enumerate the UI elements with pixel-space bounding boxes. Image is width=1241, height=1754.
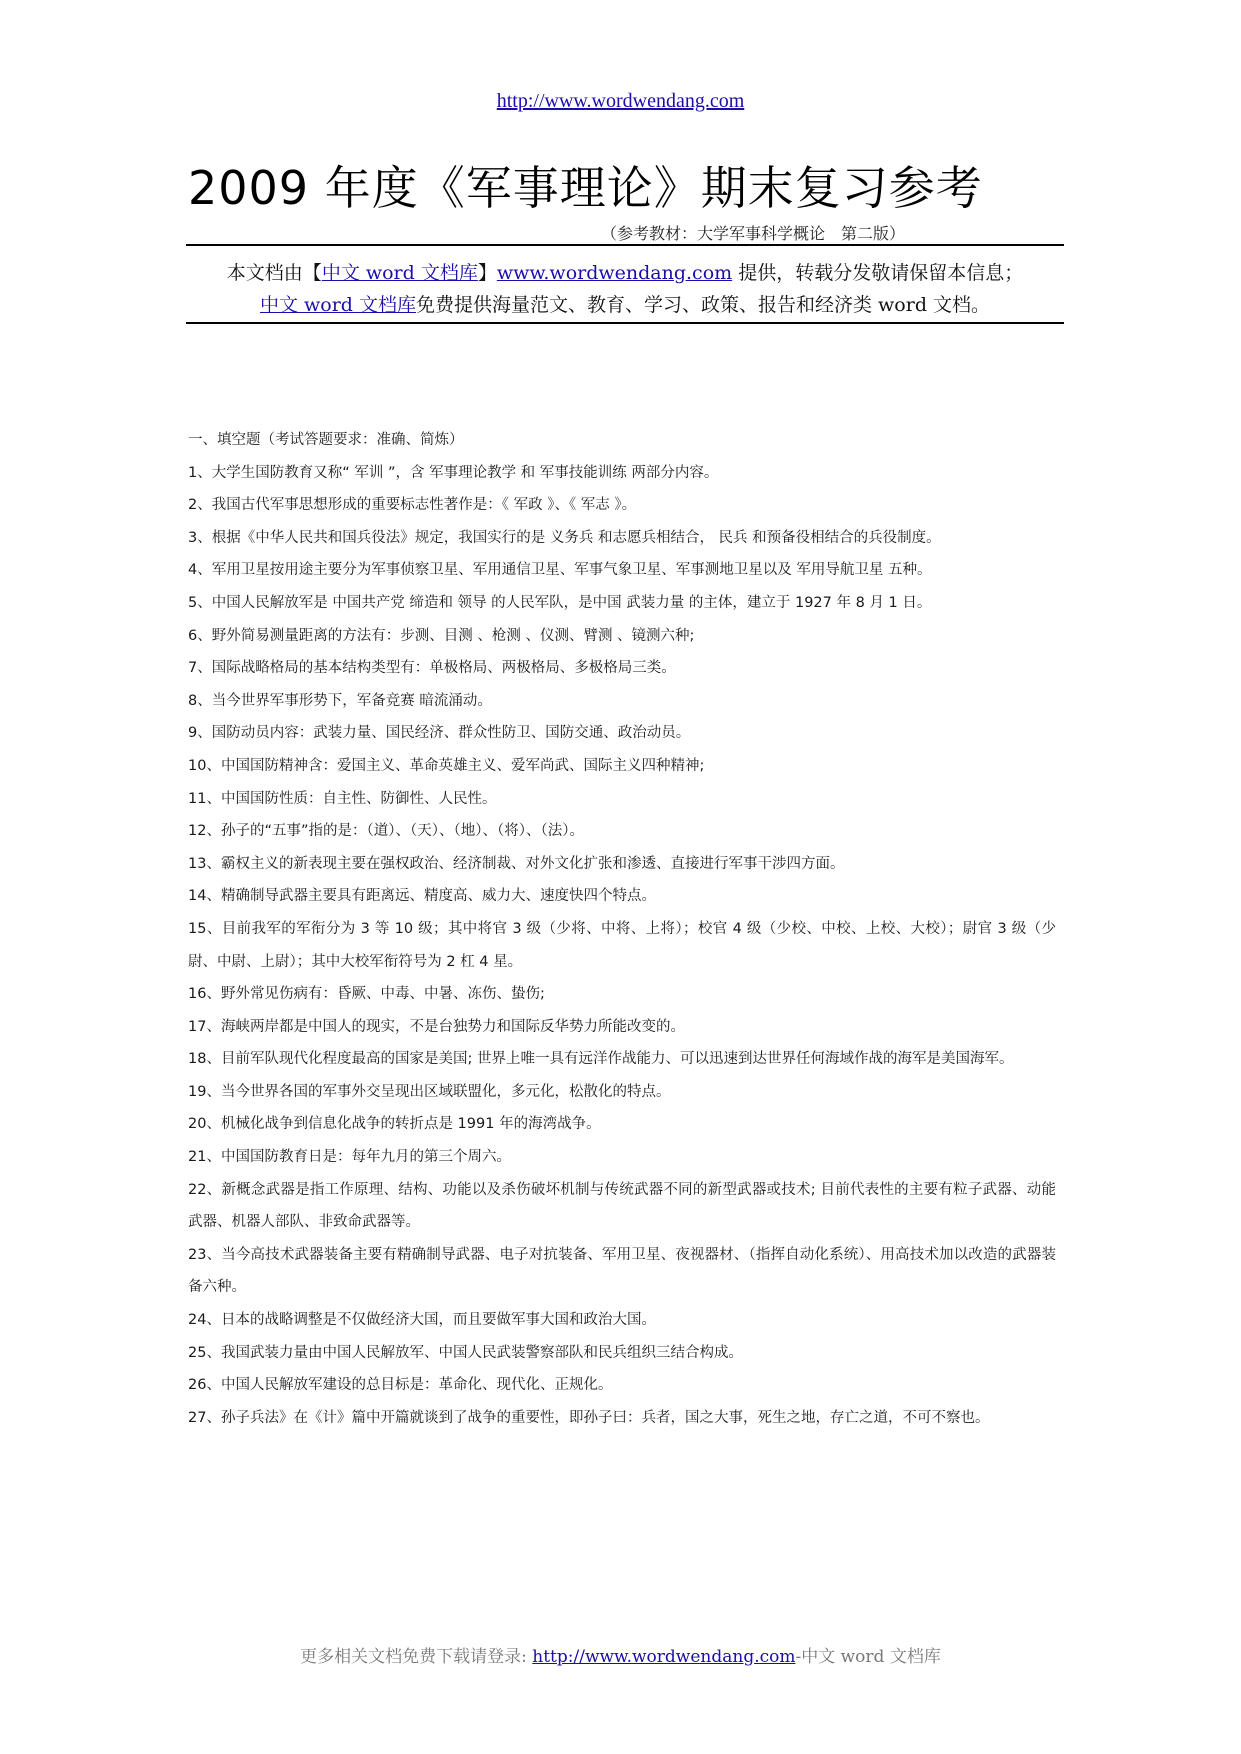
list-item: 22、新概念武器是指工作原理、结构、功能以及杀伤破坏机制与传统武器不同的新型武器或技术; 目前代表性的主要有粒子武器、动能武器、机器人部队、非致命武器等。 (188, 1181, 1056, 1231)
page-footer (0, 1642, 1241, 1667)
header-url[interactable] (0, 90, 1241, 113)
notice-line-2-suffix: 免费提供海量范文、教育、学习、政策、报告和经济类 word 文档。 (416, 294, 991, 316)
list-item: 6、野外简易测量距离的方法有：步测、目测 、枪测 、仪测、臂测 、镜测六种; (188, 627, 695, 644)
list-item: 15、目前我军的军衔分为 3 等 10 级；其中将官 3 级（少将、中将、上将）；校官 4 级（少校、中校、上校、大校）；尉官 3 级（少尉、中尉、上尉）；其中大校军衔符号为 2 杠 4 星。 (188, 920, 1056, 970)
notice-site-link[interactable]: www.wordwendang.com (496, 262, 733, 284)
footer-prefix: 更多相关文档免费下载请登录: (300, 1647, 533, 1667)
notice-bottom-rule (186, 322, 1064, 324)
notice-line-1-prefix: 本文档由【 (226, 262, 322, 284)
list-item: 20、机械化战争到信息化战争的转折点是 1991 年的海湾战争。 (188, 1116, 601, 1133)
notice-line-1-bracket: 】 (477, 262, 497, 284)
list-item: 27、孙子兵法》在《计》篇中开篇就谈到了战争的重要性，即孙子曰：兵者，国之大事，死生之地，存亡之道，不可不察也。 (188, 1409, 990, 1426)
notice-library-link-1[interactable]: 中文 word 文档库 (321, 262, 478, 284)
list-item: 14、精确制导武器主要具有距离远、精度高、威力大、速度快四个特点。 (188, 888, 656, 905)
list-item: 24、日本的战略调整是不仅做经济大国，而且要做军事大国和政治大国。 (188, 1312, 656, 1329)
list-item: 16、野外常见伤病有：昏厥、中毒、中暑、冻伤、蛰伤; (188, 986, 545, 1003)
list-item: 19、当今世界各国的军事外交呈现出区域联盟化，多元化，松散化的特点。 (188, 1083, 671, 1100)
list-item: 5、中国人民解放军是 中国共产党 缔造和 领导 的人民军队，是中国 武装力量 的主体，建立于 1927 年 8 月 1 日。 (188, 594, 932, 611)
section-heading: 一、填空题（考试答题要求：准确、简炼） (188, 432, 464, 448)
list-item: 12、孙子的“五事”指的是：（道）、（天）、（地）、（将）、（法）。 (188, 823, 584, 840)
document-subtitle: （参考教材：大学军事科学概论 第二版） (600, 224, 905, 243)
notice-line-2 (186, 290, 1064, 317)
list-item: 23、当今高技术武器装备主要有精确制导武器、电子对抗装备、军用卫星、夜视器材、（指挥自动化系统）、用高技术加以改造的武器装备六种。 (188, 1246, 1056, 1296)
list-item: 10、中国国防精神含：爱国主义、革命英雄主义、爱军尚武、国际主义四种精神; (188, 757, 705, 774)
notice-library-link-2[interactable]: 中文 word 文档库 (259, 294, 416, 316)
footer-url-link[interactable]: http://www.wordwendang.com (532, 1647, 796, 1667)
notice-line-1-suffix: 提供，转载分发敬请保留本信息； (732, 262, 1024, 284)
list-item: 9、国防动员内容：武装力量、国民经济、群众性防卫、国防交通、政治动员。 (188, 725, 691, 742)
header-url-link[interactable]: http://www.wordwendang.com (496, 90, 745, 112)
list-item: 7、国际战略格局的基本结构类型有：单极格局、两极格局、多极格局三类。 (188, 660, 676, 677)
document-title: 2009 年度《军事理论》期末复习参考 (188, 161, 983, 215)
list-item: 4、军用卫星按用途主要分为军事侦察卫星、军用通信卫星、军事气象卫星、军事测地卫星以及 军用导航卫星 五种。 (188, 562, 932, 579)
notice-top-rule (186, 244, 1064, 246)
list-item: 11、中国国防性质：自主性、防御性、人民性。 (188, 790, 497, 807)
list-item: 25、我国武装力量由中国人民解放军、中国人民武装警察部队和民兵组织三结合构成。 (188, 1344, 743, 1361)
list-item: 26、中国人民解放军建设的总目标是：革命化、现代化、正规化。 (188, 1377, 613, 1394)
list-item: 3、根据《中华人民共和国兵役法》规定，我国实行的是 义务兵 和志愿兵相结合， 民兵 和预备役相结合的兵役制度。 (188, 529, 941, 546)
list-item: 1、大学生国防教育又称“ 军训 ”，含 军事理论教学 和 军事技能训练 两部分内容。 (188, 464, 719, 481)
document-body (188, 424, 1056, 1434)
list-item: 18、目前军队现代化程度最高的国家是美国; 世界上唯一具有远洋作战能力、可以迅速到达世界任何海域作战的海军是美国海军。 (188, 1051, 1014, 1068)
list-item: 8、当今世界军事形势下，军备竞赛 暗流涌动。 (188, 692, 492, 709)
list-item: 2、我国古代军事思想形成的重要标志性著作是：《 军政 》、《 军志 》。 (188, 497, 637, 514)
list-item: 17、海峡两岸都是中国人的现实，不是台独势力和国际反华势力所能改变的。 (188, 1018, 685, 1035)
notice-line-1 (186, 258, 1064, 285)
footer-suffix: -中文 word 文档库 (795, 1647, 941, 1667)
list-item: 21、中国国防教育日是：每年九月的第三个周六。 (188, 1149, 511, 1166)
list-item: 13、霸权主义的新表现主要在强权政治、经济制裁、对外文化扩张和渗透、直接进行军事干涉四方面。 (188, 855, 845, 872)
